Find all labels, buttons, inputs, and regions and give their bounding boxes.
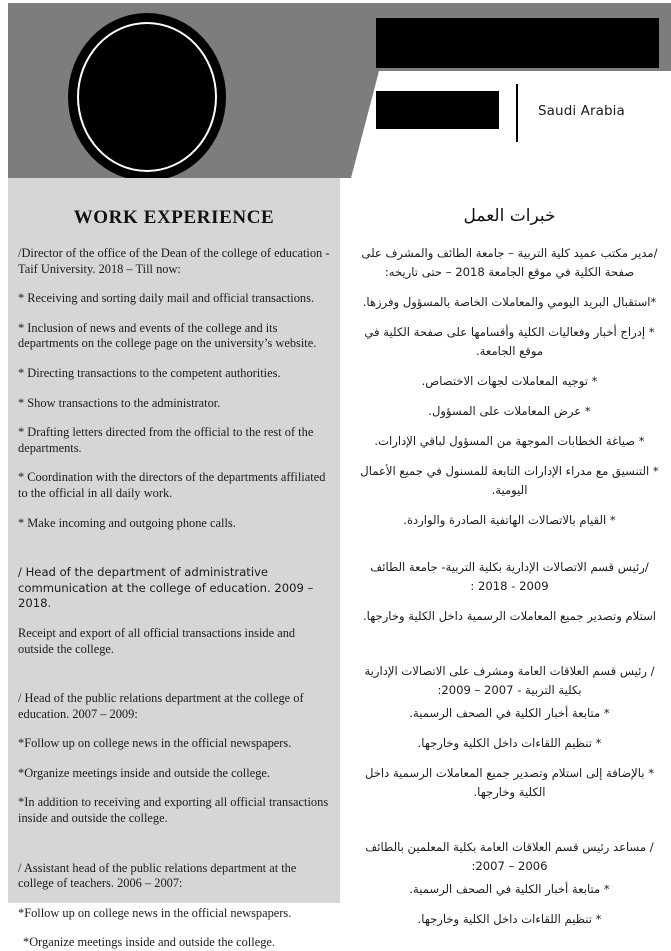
entry-bullet: * Coordination with the directors of the departments affiliated to the official in all daily work. (18, 470, 326, 500)
entry-bullet: *استقبال البريد اليومي والمعاملات الخاصة بالمسؤول وفرزها. (362, 295, 657, 309)
avatar-white-ring (77, 22, 217, 172)
entry-bullet: *Follow up on college news in the official newspapers. (18, 905, 292, 920)
entry-heading: /Director of the office of the Dean of the college of education - Taif University. 2018 – Till now: (18, 246, 330, 276)
entry-bullet: * التنسيق مع مدراء الإدارات التابعة للمسنول في جميع الأعمال اليومية. (360, 464, 659, 497)
entry-bullet: * Receiving and sorting daily mail and official transactions. (18, 291, 315, 306)
entry-bullet: *In addition to receiving and exporting all official transactions inside and outside the college. (18, 795, 329, 826)
body-area (8, 178, 671, 950)
entry-heading: /مدير مكتب عميد كلية التربية – جامعة الطائف والمشرف على صفحة الكلية في موقع الجامعة 2018 – حتى تاريخه: (361, 246, 658, 279)
entry-bullet: * Inclusion of news and events of the college and its departments on the college page on the university’s website. (18, 320, 317, 351)
entry-bullet: * تنظيم اللقاءات داخل الكلية وخارجها. (417, 736, 602, 750)
redacted-title-bar (376, 91, 499, 129)
entry-bullet: * متابعة أخبار الكلية في الصحف الرسمية. (409, 706, 610, 720)
entry-bullet: * توجيه المعاملات لجهات الاختصاص. (421, 374, 598, 388)
header-divider-rule (516, 84, 518, 142)
page-title-work-experience: WORK EXPERIENCE (73, 207, 275, 228)
entry-bullet: * Show transactions to the administrator. (18, 395, 221, 410)
entry-bullet: * إدراج أخبار وفعاليات الكلية وأقسامها على صفحة الكلية في موقع الجامعة. (364, 325, 655, 358)
entry-bullet: *Follow up on college news in the official newspapers. (18, 736, 292, 751)
entry-bullet: Receipt and export of all official transactions inside and outside the college. (18, 625, 296, 656)
english-entries (18, 246, 330, 951)
entry-heading: / Head of the department of administrative communication at the college of education. 2009 – 2018. (18, 565, 314, 611)
entry-bullet: * Directing transactions to the competent authorities. (18, 365, 281, 380)
avatar (68, 13, 228, 178)
header-banner (8, 3, 671, 178)
entry-heading: / مساعد رئيس قسم العلاقات العامة بكلية المعلمين بالطائف 2006 – 2007: (365, 840, 654, 873)
page-title-work-experience-arabic: خبرات العمل (463, 206, 556, 226)
entry-bullet: * القيام بالاتصالات الهاتفية الصادرة والواردة. (403, 513, 616, 527)
entry-heading: / Head of the public relations department at the college of education. 2007 – 2009: (18, 691, 304, 721)
redacted-name-bar (376, 18, 659, 68)
entry-bullet: * Make incoming and outgoing phone calls. (18, 515, 236, 530)
entry-heading: / Assistant head of the public relations department at the college of teachers. 2006 – 2007: (18, 860, 297, 891)
entry-bullet: *Organize meetings inside and outside the college. (23, 935, 275, 950)
right-column-arabic (348, 178, 671, 926)
entry-bullet: *Organize meetings inside and outside the college. (18, 765, 270, 780)
entry-heading: /رئيس قسم الاتصالات الإدارية بكلية التربية- جامعة الطائف 2009 - 2018 : (370, 560, 649, 593)
entry-bullet: * متابعة أخبار الكلية في الصحف الرسمية. (409, 882, 610, 896)
entry-bullet: * عرض المعاملات على المسؤول. (428, 404, 591, 418)
entry-bullet: استلام وتصدير جميع المعاملات الرسمية داخل الكلية وخارجها. (362, 609, 657, 623)
country-label: Saudi Arabia (538, 103, 625, 119)
entry-bullet: * تنظيم اللقاءات داخل الكلية وخارجها. (417, 912, 602, 926)
arabic-entries (356, 244, 663, 929)
entry-heading: / رئيس قسم العلاقات العامة ومشرف على الاتصالات الإدارية بكلية التربية - 2007 – 2009: (364, 664, 655, 697)
entry-bullet: * Drafting letters directed from the official to the rest of the departments. (18, 425, 314, 455)
entry-bullet: * بالإضافة إلى استلام وتصدير جميع المعاملات الرسمية داخل الكلية وخارجها. (364, 766, 655, 799)
entry-bullet: * صياغة الخطابات الموجهة من المسؤول لباقي الإدارات. (374, 434, 645, 448)
left-column-english (8, 178, 340, 950)
